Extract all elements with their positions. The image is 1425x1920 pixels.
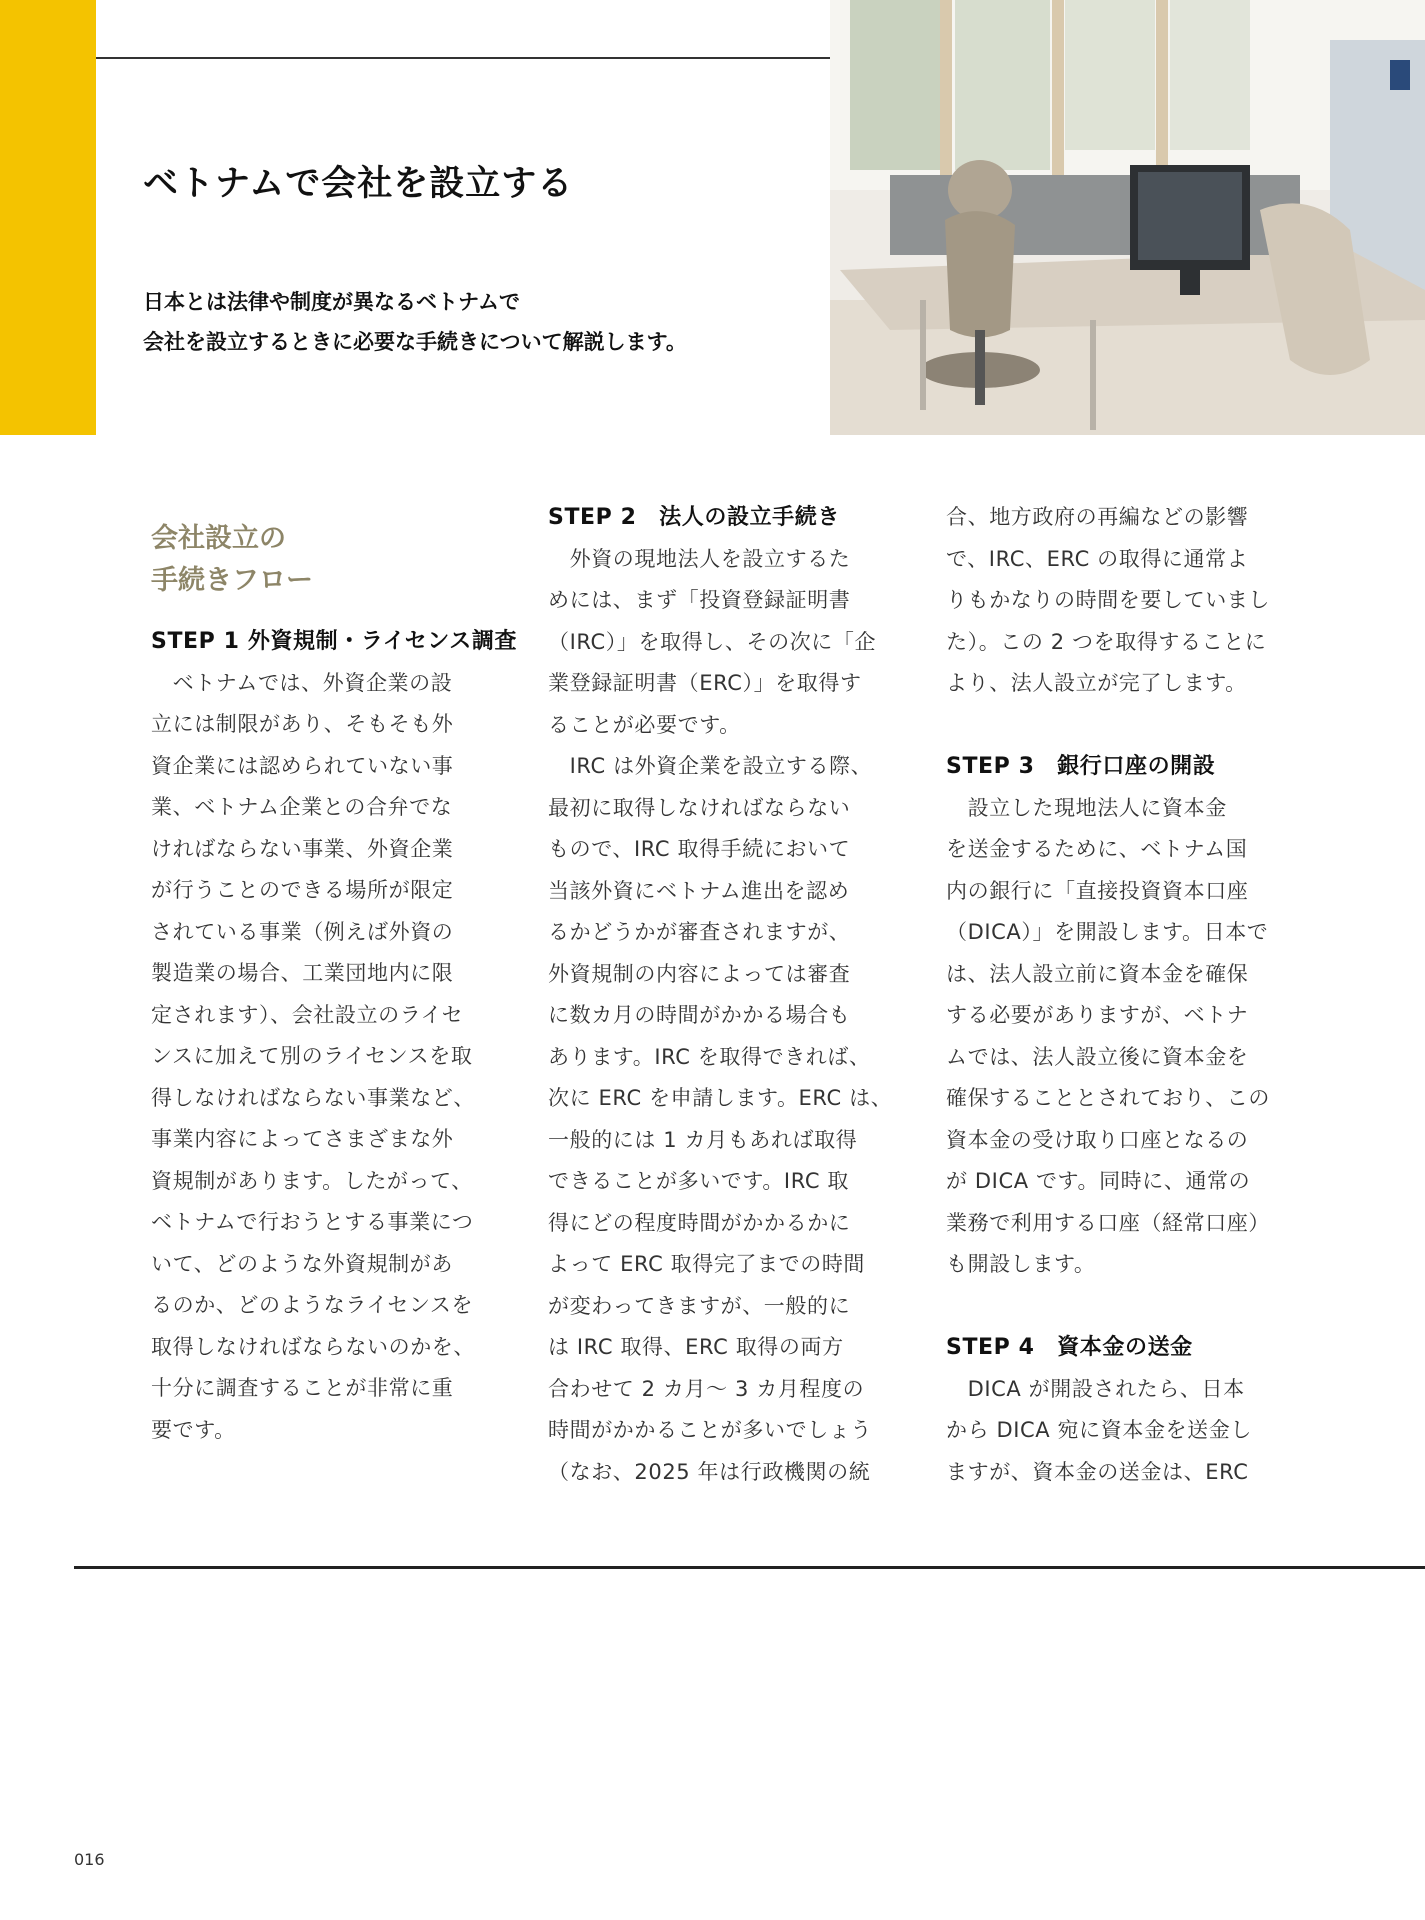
body-line: IRC は外資企業を設立する際、: [548, 754, 873, 778]
body-line: 十分に調査することが非常に重: [151, 1376, 454, 1400]
body-line: （なお、2025 年は行政機関の統: [548, 1459, 871, 1484]
body-line: 業、ベトナム企業との合弁でな: [151, 795, 453, 819]
paragraph-gap: [946, 1286, 1298, 1328]
body-line: 当該外資にベトナム進出を認め: [548, 878, 850, 903]
body-line: た）。この 2 つを取得することに: [946, 629, 1267, 654]
body-line: ベトナムで行おうとする事業につ: [151, 1210, 474, 1234]
body-line: 合わせて 2 カ月～ 3 カ月程度の: [548, 1376, 865, 1401]
body-line: が変わってきますが、一般的に: [548, 1293, 851, 1318]
body-line: るのか、どのようなライセンスを: [151, 1293, 474, 1317]
body-line: 業登録証明書（ERC）」を取得す: [548, 671, 862, 695]
body-line: 資規制があります。したがって、: [151, 1168, 473, 1193]
body-line: めには、まず「投資登録証明書: [548, 588, 851, 612]
step4-heading: STEP 4 資本金の送金: [946, 1335, 1193, 1360]
body-line: 一般的には 1 カ月もあれば取得: [548, 1127, 858, 1152]
body-line: されている事業（例えば外資の: [151, 919, 454, 944]
page-title: ベトナムで会社を設立する: [143, 164, 574, 204]
body-line: 外資の現地法人を設立するた: [548, 546, 851, 571]
header-rule: [96, 57, 830, 59]
body-line: 設立した現地法人に資本金: [946, 795, 1227, 820]
lead-line: 日本とは法律や制度が異なるベトナムで: [143, 290, 520, 314]
body-line: 事業内容によってさまざまな外: [151, 1127, 454, 1151]
body-line: りもかなりの時間を要していまし: [946, 588, 1270, 612]
body-line: が DICA です。同時に、通常の: [946, 1169, 1251, 1193]
step3-heading: STEP 3 銀行口座の開設: [946, 754, 1216, 779]
yellow-accent-bar: [0, 0, 96, 435]
body-line: 資企業には認められていない事: [151, 753, 454, 778]
office-photo: [830, 0, 1425, 435]
body-line: 取得しなければならないのかを、: [151, 1334, 475, 1359]
body-line: は IRC 取得、ERC 取得の両方: [548, 1335, 844, 1359]
body-line: 得しなければならない事業など、: [151, 1085, 475, 1110]
body-line: 立には制限があり、そもそも外: [151, 712, 454, 736]
body-line: 時間がかかることが多いでしょう: [548, 1418, 872, 1442]
step2-heading: STEP 2 法人の設立手続き: [548, 505, 840, 530]
page-number: 016: [74, 1850, 105, 1869]
body-line: は、法人設立前に資本金を確保: [946, 961, 1249, 986]
body-line: ければならない事業、外資企業: [151, 836, 454, 861]
flow-title-line: 手続きフロー: [151, 565, 313, 596]
body-line: より、法人設立が完了します。: [946, 671, 1247, 695]
body-line: 業務で利用する口座（経常口座）: [946, 1210, 1270, 1235]
body-line: （DICA）」を開設します。日本で: [946, 920, 1269, 944]
body-line: ンスに加えて別のライセンスを取: [151, 1044, 473, 1068]
body-line: が行うことのできる場所が限定: [151, 878, 454, 902]
body-line: 確保することとされており、この: [946, 1086, 1270, 1110]
column-step1: [151, 621, 518, 1451]
body-line: いて、どのような外資規制があ: [151, 1251, 453, 1276]
body-line: 要です。: [151, 1417, 236, 1442]
body-line: から DICA 宛に資本金を送金し: [946, 1418, 1252, 1442]
body-line: 得にどの程度時間がかかるかに: [548, 1210, 851, 1235]
office-photo-illustration: [830, 0, 1425, 435]
body-line: ますが、資本金の送金は、ERC: [946, 1459, 1249, 1484]
body-line: ムでは、法人設立後に資本金を: [946, 1044, 1249, 1069]
body-line: する必要がありますが、ベトナ: [946, 1003, 1249, 1027]
body-line: できることが多いです。IRC 取: [548, 1169, 849, 1193]
body-line: （IRC）」を取得し、その次に「企: [548, 629, 877, 654]
column-step2: [548, 497, 900, 1493]
body-line: ることが必要です。: [548, 712, 741, 737]
body-line: 合、地方政府の再編などの影響: [946, 505, 1249, 529]
column-step3-4: [946, 497, 1298, 1493]
body-line: 製造業の場合、工業団地内に限: [151, 961, 454, 985]
body-line: を送金するために、ベトナム国: [946, 837, 1248, 861]
body-line: るかどうかが審査されますが、: [548, 920, 851, 944]
lead-text: [143, 282, 687, 362]
footer-rule: [74, 1566, 1425, 1569]
body-line: あります。IRC を取得できれば、: [548, 1044, 871, 1069]
paragraph-gap: [946, 705, 1298, 747]
body-line: 内の銀行に「直接投資資本口座: [946, 878, 1249, 903]
body-line: もので、IRC 取得手続において: [548, 837, 851, 861]
body-line: 最初に取得しなければならない: [548, 795, 851, 820]
body-line: 外資規制の内容によっては審査: [548, 961, 851, 986]
body-line: も開設します。: [946, 1252, 1096, 1276]
body-line: で、IRC、ERC の取得に通常よ: [946, 546, 1249, 571]
body-line: よって ERC 取得完了までの時間: [548, 1252, 866, 1276]
flow-title-line: 会社設立の: [151, 523, 286, 554]
body-line: 資本金の受け取り口座となるの: [946, 1127, 1249, 1152]
body-line: DICA が開設されたら、日本: [946, 1376, 1245, 1401]
step1-heading: STEP 1 外資規制・ライセンス調査: [151, 629, 518, 654]
body-line: ベトナムでは、外資企業の設: [151, 670, 453, 695]
lead-line: 会社を設立するときに必要な手続きについて解説します。: [143, 330, 687, 354]
body-line: 定されます）、会社設立のライセ: [151, 1002, 464, 1027]
body-line: 次に ERC を申請します。ERC は、: [548, 1086, 893, 1110]
body-line: に数カ月の時間がかかる場合も: [548, 1003, 851, 1027]
flow-section-title: [151, 518, 313, 602]
